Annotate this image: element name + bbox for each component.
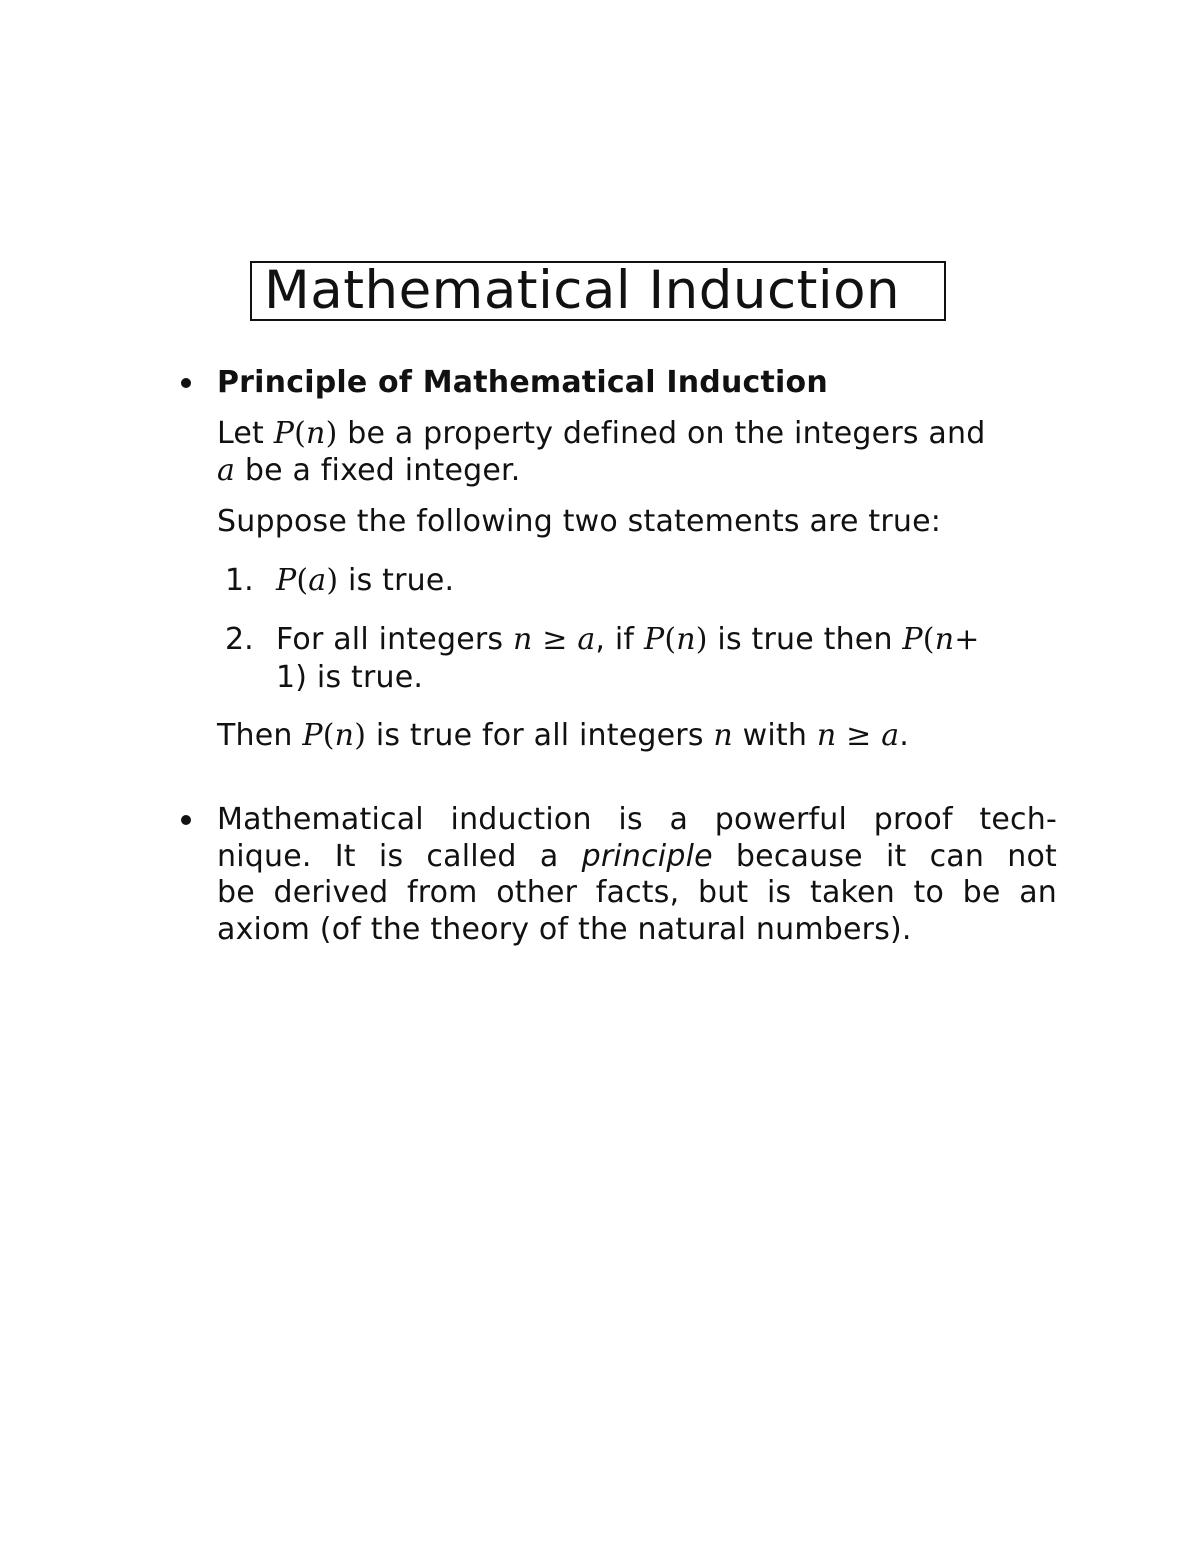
list-item-2-line-1 xyxy=(276,622,980,658)
bullet-2 xyxy=(181,815,191,825)
math-var-n: n xyxy=(512,622,533,657)
section2-line-4: axiom (of the theory of the natural numbers). xyxy=(217,912,912,947)
section2-line-2-b: because it can not xyxy=(712,839,1057,874)
item2-text-b: , if xyxy=(595,622,644,657)
math-paren-close: ) xyxy=(325,416,338,451)
math-var-a: a xyxy=(308,563,327,598)
math-p: P xyxy=(902,622,923,657)
math-var-n: n xyxy=(676,622,696,657)
math-var-n: n xyxy=(713,718,733,753)
let-text: Let xyxy=(217,416,274,451)
math-var-a: a xyxy=(577,622,596,657)
then-text-b: is true for all integers xyxy=(366,718,714,753)
math-paren-open: ( xyxy=(294,416,307,451)
math-p: P xyxy=(276,563,297,598)
then-text-a: Then xyxy=(217,718,303,753)
item2-text-a: For all integers xyxy=(276,622,513,657)
math-var-n: n xyxy=(934,622,955,657)
math-paren-close: ) xyxy=(695,622,708,657)
bullet-1 xyxy=(181,378,191,388)
let-text-rest: be a property defined on the integers and xyxy=(337,416,986,451)
section-heading: Principle of Mathematical Induction xyxy=(217,365,828,400)
math-geq: ≥ xyxy=(532,622,578,657)
item2-text-c: is true then xyxy=(707,622,903,657)
math-paren-open: ( xyxy=(664,622,677,657)
math-paren-close: ) xyxy=(326,563,339,598)
math-var-n: n xyxy=(334,718,355,753)
math-paren-close: ) xyxy=(354,718,367,753)
list-item-2-line-2: 1) is true. xyxy=(276,660,424,695)
page-title: Mathematical Induction xyxy=(250,261,946,321)
section2-line-3: be derived from other facts, but is taken to be an xyxy=(217,875,1057,910)
math-var-a: a xyxy=(217,453,236,488)
math-paren-open: ( xyxy=(922,622,935,657)
math-paren-open: ( xyxy=(322,718,335,753)
then-text-d: . xyxy=(899,718,910,753)
let-line-1 xyxy=(217,416,985,452)
then-text-c: with xyxy=(732,718,817,753)
emphasis-principle: principle xyxy=(581,839,713,874)
math-var-n: n xyxy=(816,718,837,753)
section2-line-1: Mathematical induction is a powerful proof tech- xyxy=(217,802,1057,837)
math-plus: + xyxy=(954,622,980,657)
math-paren-open: ( xyxy=(296,563,309,598)
math-p: P xyxy=(273,416,295,451)
math-p: P xyxy=(643,622,665,657)
section2-line-2-a: nique. It is called a xyxy=(217,839,582,874)
math-var-n: n xyxy=(306,416,326,451)
list-item-number-2: 2. xyxy=(225,622,254,657)
list-item-1 xyxy=(276,563,454,599)
list-item-number-1: 1. xyxy=(225,563,254,598)
section2-line-2 xyxy=(217,838,1057,875)
list-item-1-text: is true. xyxy=(338,563,455,598)
let-line-2-text: be a fixed integer. xyxy=(235,453,521,488)
let-line-2 xyxy=(217,453,521,489)
math-var-a: a xyxy=(881,718,900,753)
math-geq: ≥ xyxy=(836,718,882,753)
suppose-line: Suppose the following two statements are true: xyxy=(217,504,942,539)
math-p: P xyxy=(302,718,323,753)
then-line xyxy=(217,718,909,754)
